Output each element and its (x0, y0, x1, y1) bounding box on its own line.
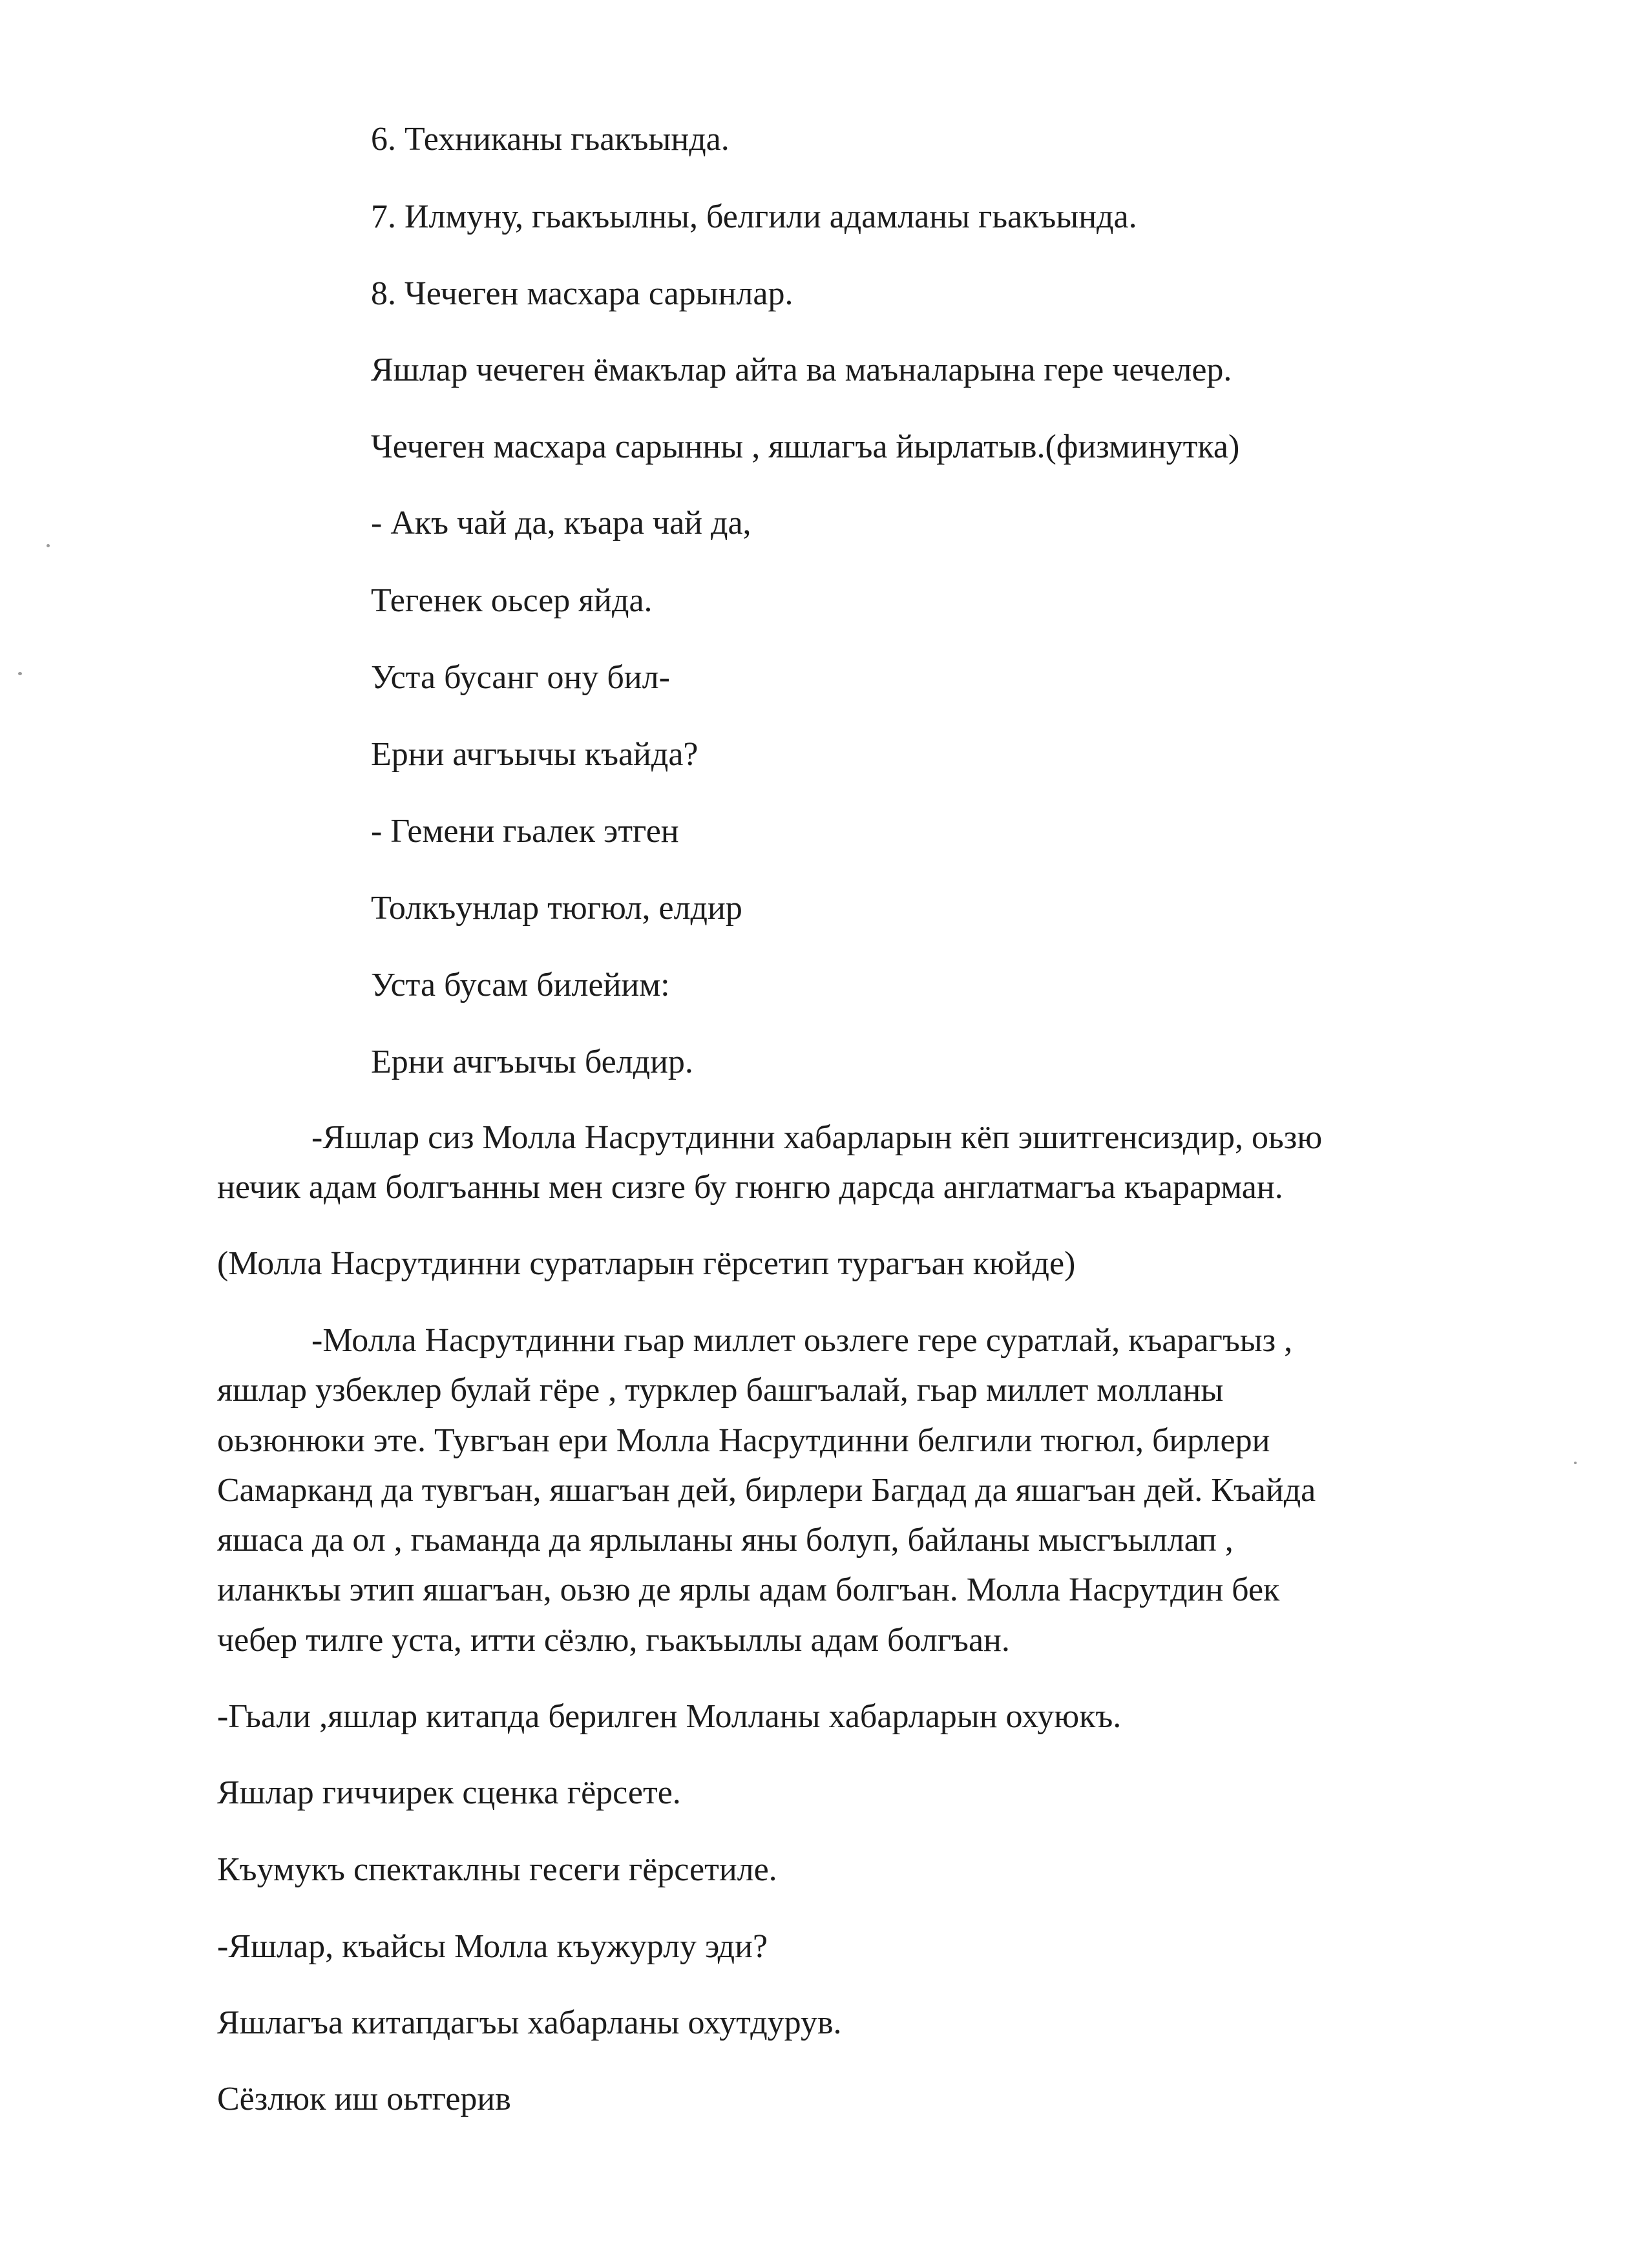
poem-line: - Акъ чай да, къара чай да, (371, 505, 751, 541)
scan-speck (18, 672, 22, 675)
paragraph-line: -Яшлар сиз Молла Насрутдинни хабарларын кёп эшитгенсиздир, оьзю (311, 1119, 1323, 1156)
paragraph-line: иланкъы этип яшагъан, оьзю де ярлы адам болгъан. Молла Насрутдин бек (217, 1571, 1280, 1608)
list-item-7: 7. Илмуну, гьакъылны, белгили адамланы гьакъында. (371, 198, 1137, 235)
paragraph-line: оьзюнюки эте. Тувгъан ери Молла Насрутдинни белгили тюгюл, бирлери (217, 1422, 1270, 1459)
paragraph-line: Самарканд да тувгъан, яшагъан дей, бирлери Багдад да яшагъан дей. Къайда (217, 1472, 1316, 1509)
list-item-6: 6. Техниканы гьакъында. (371, 121, 730, 158)
poem-line: Тегенек оьсер яйда. (371, 582, 653, 619)
list-item-8: 8. Чечеген масхара сарынлар. (371, 275, 793, 312)
closing-line: Яшлар гиччирек сценка гёрсете. (217, 1774, 681, 1811)
closing-line: Яшлагъа китапдагъы хабарланы охутдурув. (217, 2004, 842, 2041)
poem-line: Толкъунлар тюгюл, елдир (371, 890, 742, 927)
paragraph-line: -Молла Насрутдинни гьар миллет оьзлеге гере суратлай, къарагъыз , (311, 1322, 1293, 1359)
paragraph-line: чебер тилге уста, итти сёзлю, гьакъыллы адам болгъан. (217, 1622, 1010, 1659)
poem-line: Ерни ачгъычы къайда? (371, 736, 698, 773)
pictures-note: (Молла Насрутдинни суратларын гёрсетип турагъан кюйде) (217, 1245, 1076, 1282)
paragraph-line: яшаса да ол , гьаманда да ярлыланы яны болуп, байланы мысгъыллап , (217, 1522, 1234, 1559)
poem-line: Уста бусанг ону бил- (371, 659, 670, 696)
poem-line: - Гемени гьалек этген (371, 813, 679, 850)
closing-line: -Яшлар, къайсы Молла къужурлу эди? (217, 1928, 768, 1965)
closing-line: Сёзлюк иш оьтгерив (217, 2081, 511, 2117)
riddles-instruction: Яшлар чечеген ёмакълар айта ва маъналарына гере чечелер. (371, 352, 1232, 388)
closing-line: -Гьали ,яшлар китапда берилген Молланы хабарларын охуюкъ. (217, 1698, 1122, 1735)
scan-speck (1574, 1462, 1577, 1464)
scan-speck (47, 544, 50, 547)
poem-line: Уста бусам билейим: (371, 967, 670, 1003)
closing-line: Къумукъ спектаклны гесеги гёрсетиле. (217, 1851, 777, 1888)
song-instruction: Чечеген масхара сарынны , яшлагъа йырлатыв.(физминутка) (371, 428, 1240, 465)
poem-line: Ерни ачгъычы белдир. (371, 1044, 693, 1080)
paragraph-line: яшлар узбеклер булай гёре , турклер башгъалай, гьар миллет молланы (217, 1372, 1224, 1409)
paragraph-line: нечик адам болгъанны мен сизге бу гюнгю дарсда англатмагъа къарарман. (217, 1169, 1283, 1206)
